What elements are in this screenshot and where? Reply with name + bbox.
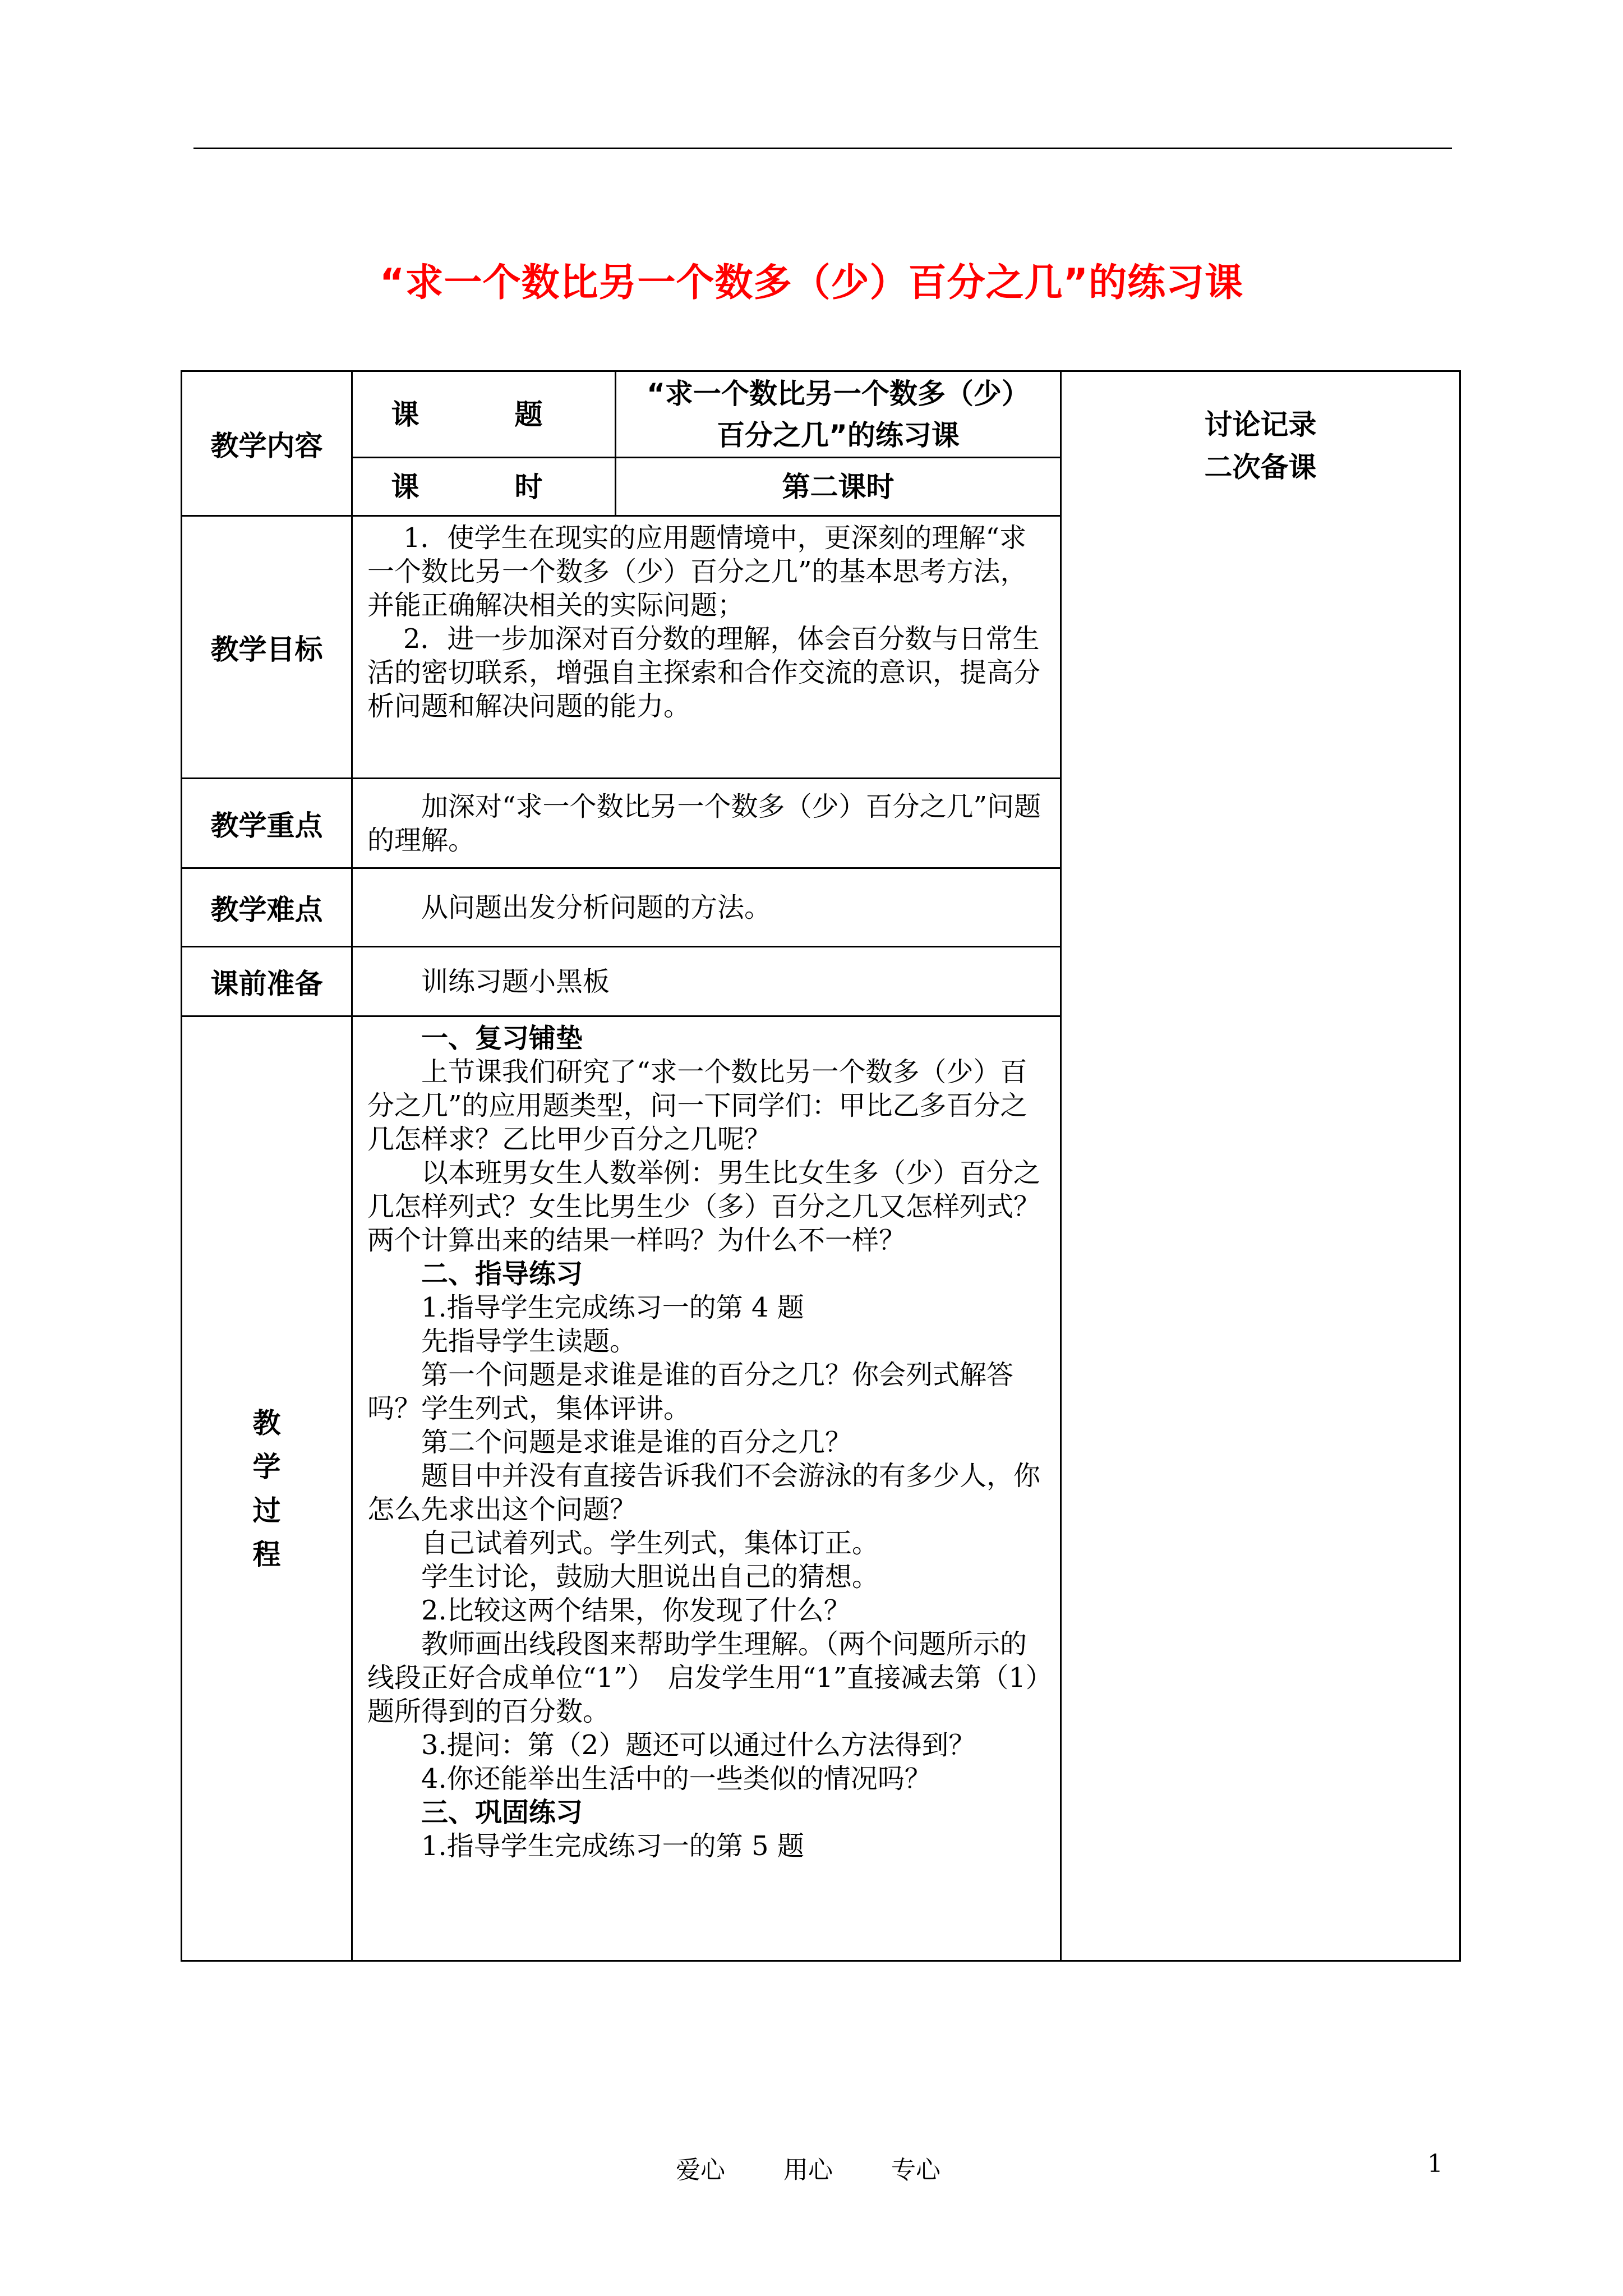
second-preparation-label: 二次备课 xyxy=(1204,451,1317,484)
process-cell xyxy=(352,1016,1061,1961)
row-label-difficulties: 教学难点 xyxy=(182,868,352,947)
section-2-paragraph-9: 教师画出线段图来帮助学生理解。（两个问题所示的线段正好合成单位“1”） 启发学生用“1”直接减去第（1）题所得到的百分数。 xyxy=(367,1628,1039,1727)
key-points-cell xyxy=(352,779,1061,868)
document-title: “求一个数比另一个数多（少）百分之几”的练习课 xyxy=(379,261,1244,305)
header-rule xyxy=(193,148,1452,149)
footer-motto xyxy=(676,2150,991,2185)
section-3-paragraph-1: 1.指导学生完成练习一的第 5 题 xyxy=(421,1830,804,1862)
motto-word-2: 用心 xyxy=(783,2156,833,2184)
process-char-4: 程 xyxy=(252,1538,281,1571)
goal-item-1: 1．使学生在现实的应用题情境中，更深刻的理解“求一个数比另一个数多（少）百分之几”的基本思考方法，并能正确解决相关的实际问题； xyxy=(367,522,1027,621)
section-2-paragraph-5: 题目中并没有直接告诉我们不会游泳的有多少人，你怎么先求出这个问题？ xyxy=(367,1460,1041,1525)
lesson-plan-table xyxy=(181,370,1461,1962)
motto-word-1: 爱心 xyxy=(676,2156,725,2184)
section-2-paragraph-8: 2.比较这两个结果，你发现了什么？ xyxy=(421,1595,851,1626)
difficulties-text: 从问题出发分析问题的方法。 xyxy=(421,891,772,923)
goal-item-2: 2．进一步加深对百分数的理解，体会百分数与日常生活的密切联系，增强自主探索和合作交流的意识，提高分析问题和解决问题的能力。 xyxy=(367,623,1041,722)
section-2-paragraph-6: 自己试着列式。学生列式，集体订正。 xyxy=(421,1527,879,1559)
preparation-cell xyxy=(352,947,1061,1016)
section-2-paragraph-4: 第二个问题是求谁是谁的百分之几？ xyxy=(421,1427,852,1458)
topic-value xyxy=(616,371,1061,458)
section-3-title: 三、巩固练习 xyxy=(421,1797,583,1828)
period-label: 课 时 xyxy=(352,458,616,516)
page-number: 1 xyxy=(1427,2150,1443,2178)
topic-label: 课 题 xyxy=(352,371,616,458)
topic-value-line-2: 百分之几”的练习课 xyxy=(717,418,960,452)
row-label-key-points: 教学重点 xyxy=(182,779,352,868)
section-1-title: 一、复习铺垫 xyxy=(421,1023,583,1054)
row-label-content: 教学内容 xyxy=(182,371,352,516)
row-label-preparation: 课前准备 xyxy=(182,947,352,1016)
section-2-paragraph-3: 第一个问题是求谁是谁的百分之几？你会列式解答吗？学生列式，集体评讲。 xyxy=(367,1359,1014,1424)
section-2-title: 二、指导练习 xyxy=(421,1258,583,1290)
section-2-paragraph-1: 1.指导学生完成练习一的第 4 题 xyxy=(421,1292,804,1323)
row-label-goals: 教学目标 xyxy=(182,516,352,779)
section-2-paragraph-7: 学生讨论，鼓励大胆说出自己的猜想。 xyxy=(421,1561,879,1593)
difficulties-cell xyxy=(352,868,1061,947)
section-2-paragraph-2: 先指导学生读题。 xyxy=(421,1326,637,1357)
goals-cell xyxy=(352,516,1061,779)
motto-word-3: 专心 xyxy=(891,2156,940,2184)
process-char-1: 教 xyxy=(252,1406,281,1439)
discussion-notes-column xyxy=(1061,371,1460,1961)
process-char-3: 过 xyxy=(252,1494,281,1527)
section-2-paragraph-10: 3.提问：第（2）题还可以通过什么方法得到？ xyxy=(421,1729,976,1761)
period-value: 第二课时 xyxy=(616,458,1061,516)
discussion-record-label: 讨论记录 xyxy=(1204,408,1317,441)
topic-value-line-1: “求一个数比另一个数多（少） xyxy=(647,377,1030,410)
section-1-paragraph-2: 以本班男女生人数举例：男生比女生多（少）百分之几怎样列式？女生比男生少（多）百分之几又怎样列式？两个计算出来的结果一样吗？为什么不一样？ xyxy=(367,1157,1041,1256)
key-points-text: 加深对“求一个数比另一个数多（少）百分之几”问题的理解。 xyxy=(367,790,1041,856)
process-char-2: 学 xyxy=(252,1450,281,1483)
row-label-process xyxy=(182,1016,352,1961)
section-1-paragraph-1: 上节课我们研究了“求一个数比另一个数多（少）百分之几”的应用题类型，问一下同学们：甲比乙多百分之几怎样求？乙比甲少百分之几呢？ xyxy=(367,1056,1027,1155)
section-2-paragraph-11: 4.你还能举出生活中的一些类似的情况吗？ xyxy=(421,1763,932,1795)
preparation-text: 训练习题小黑板 xyxy=(421,965,610,997)
